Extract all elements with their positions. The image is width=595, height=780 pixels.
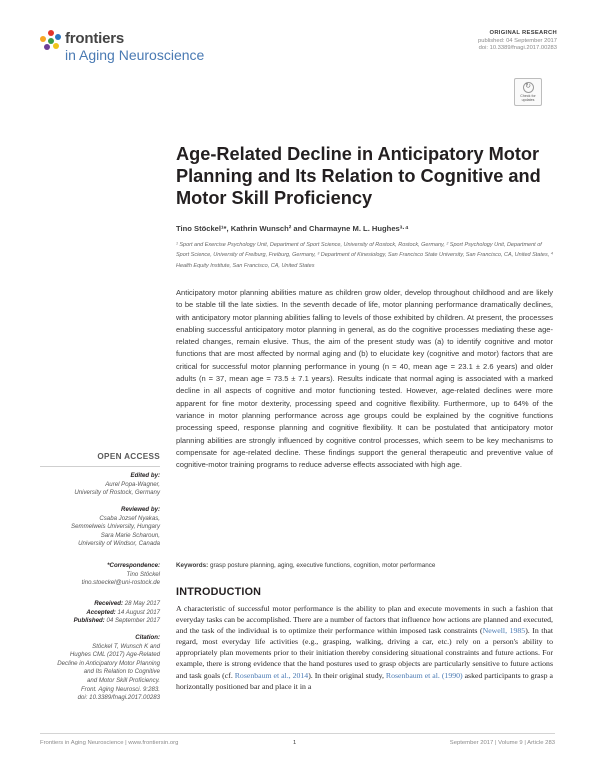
journal-name: in Aging Neuroscience: [65, 47, 205, 63]
citation-block: [40, 634, 160, 703]
correspondent-name: Tino Stöckel: [126, 570, 160, 578]
editor-name: Aurel Popa-Wagner,: [105, 480, 160, 488]
brand-name: frontiers: [65, 30, 125, 47]
intro-paragraph: [176, 603, 553, 692]
citation-line: doi: 10.3389/fnagi.2017.00283: [77, 694, 160, 702]
keywords-text: grasp posture planning, aging, executive functions, cognition, motor performance: [209, 562, 436, 569]
citation-line: Stöckel T, Wunsch K and: [92, 642, 160, 650]
reviewer-affiliation: University of Windsor, Canada: [78, 540, 160, 548]
sidebar-divider: [40, 466, 160, 467]
edited-by: [40, 472, 160, 498]
reviewer-name: Csaba Jozsef Nyakas,: [99, 514, 160, 522]
editor-affiliation: University of Rostock, Germany: [74, 489, 160, 497]
edited-by-label: Edited by:: [130, 472, 160, 479]
article-type: ORIGINAL RESEARCH: [489, 30, 557, 36]
accepted-date: 14 August 2017: [117, 608, 160, 616]
open-access-label: OPEN ACCESS: [97, 452, 160, 461]
correspondent-email[interactable]: tino.stoeckel@uni-rostock.de: [81, 579, 160, 587]
received-date: 28 May 2017: [124, 600, 160, 607]
intro-text: asked participants to grasp a horizontally positioned bar and place it in a: [176, 670, 553, 691]
frontiers-logo-icon: [40, 30, 62, 52]
citation-link[interactable]: Newell, 1985: [482, 626, 526, 636]
citation-line: Front. Aging Neurosci. 9:283.: [80, 685, 160, 693]
citation-line: Decline in Anticipatory Motor Planning: [57, 659, 160, 667]
footer-issue: September 2017 | Volume 9 | Article 283: [449, 740, 555, 746]
dates: [40, 600, 160, 626]
article-title: Age-Related Decline in Anticipatory Motor Planning and Its Relation to Cognitive and Motor Skill Proficiency: [176, 144, 541, 208]
doi: doi: 10.3389/fnagi.2017.00283: [478, 45, 557, 51]
author-list: Tino Stöckel¹*, Kathrin Wunsch² and Charmayne M. L. Hughes³·⁴: [176, 224, 409, 233]
reviewed-by: [40, 506, 160, 549]
accepted-label: Accepted:: [86, 608, 116, 616]
reviewer-affiliation: Semmelweis University, Hungary: [71, 523, 160, 531]
published-label: Published:: [73, 617, 105, 625]
check-label: Check for updates: [520, 94, 536, 102]
reviewed-by-label: Reviewed by:: [121, 506, 160, 513]
citation-link[interactable]: Rosenbaum et al., 2014: [234, 670, 309, 680]
section-heading: INTRODUCTION: [176, 586, 262, 598]
citation-line: and Motor Skill Proficiency.: [86, 676, 160, 684]
affiliations: ¹ Sport and Exercise Psychology Unit, Department of Sport Science, University of Rostock, Rostock, Germany, ² Sport Psychology Unit, Department of Sport Science, University of Freiburg, Freiburg, Germany, ³ Department of Kinesiology, San Francisco State University, San Francisco, CA, United States, ⁴ Health Equity Institute, San Francisco, CA, United States: [176, 242, 554, 269]
check-for-updates-button[interactable]: [514, 78, 542, 106]
published-date-side: 04 September 2017: [106, 617, 160, 625]
intro-text: ). In that regard, most everyday life activities (e.g., grasping, walking, driving a car, etc.) rely on a person's ability to appropriately plan movements prior to their initiation thereby considering situational constraints and future actions. For example, there is strong evidence that the hand postures used to grasp objects are particularly sensitive to future actions and task goals (cf.: [176, 626, 553, 680]
citation-line: and Its Relation to Cognitive: [83, 668, 160, 676]
citation-label: Citation:: [135, 634, 160, 641]
keywords: [176, 562, 556, 569]
received-label: Received:: [94, 600, 124, 607]
footer-journal-link[interactable]: Frontiers in Aging Neuroscience | www.frontiersin.org: [40, 740, 179, 746]
journal-logo: [40, 30, 240, 74]
citation-link[interactable]: Rosenbaum et al. (1990): [385, 670, 463, 680]
page-number: 1: [293, 740, 297, 746]
reviewer-name: Sara Marie Scharoun,: [100, 531, 160, 539]
article-meta: [397, 30, 557, 53]
footer-divider: [40, 733, 555, 734]
refresh-icon: ↻: [523, 82, 534, 93]
published-date: published: 04 September 2017: [478, 37, 557, 44]
abstract: Anticipatory motor planning abilities mature as children grow older, develop throughout childhood and are likely to be stable till the late sixties. In the seventh decade of life, motor planning performance dramatically declines, with anticipatory motor planning abilities falling to levels of those exhibited by children. At present, the processes enabling successful anticipatory motor planning in general, as do the cognitive processes mediating these age-related changes, remain elusive. Thus, the aim of the present study was (a) to identify cognitive and motor functions that are most affected by normal aging and (b) to elucidate key (cognitive and motor) factors that are critical for successful motor planning performance in young (n = 40, mean age = 23.1 ± 2.6 years) and older adults (n = 37, mean age = 73.5 ± 7.1 years). Results indicate that normal aging is associated with a marked decline in all aspects of cognitive and motor functioning tested. However, age-related declines were more apparent for fine motor dexterity, processing speed and cognitive flexibility. Furthermore, up to 64% of the variance in motor planning performance across age groups could be explained by the cognitive functions processing speed, response planning and cognitive flexibility. It can be postulated that anticipatory motor planning abilities are strongly influenced by cognitive control processes, which seem to be key mechanisms to compensate for age-related decline. These findings support the general therapeutic and preventive value of cognitive-motor training programs to reduce adverse effects associated with high age.: [176, 288, 553, 470]
citation-line: Hughes CML (2017) Age-Related: [69, 651, 160, 659]
keywords-label: Keywords:: [176, 562, 209, 569]
correspondence: [40, 562, 160, 588]
intro-text: ). In their original study,: [308, 670, 386, 680]
correspondence-label: *Correspondence:: [107, 562, 160, 569]
intro-text: A characteristic of successful motor performance is the ability to plan and execute movements in such a fashion that everyday tasks can be accomplished. There are a number of factors that influence how actions are planned and executed, and the task of the individual is to optimize their performance within imposed task constraints (: [176, 604, 553, 636]
